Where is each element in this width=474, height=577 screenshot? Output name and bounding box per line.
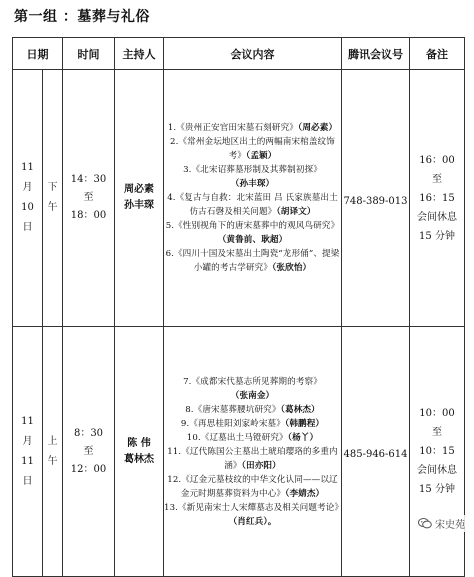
agenda-title: 11.《辽代陈国公主墓出土琥珀璎珞的多重内涵》 [167, 446, 338, 471]
agenda-speaker: （韩鹏程） [284, 418, 325, 429]
agenda-item [164, 417, 341, 431]
header-notes: 备注 [410, 38, 465, 70]
header-host: 主持人 [115, 38, 164, 70]
content-cell [164, 327, 342, 577]
note-line: 会间休息 [417, 211, 457, 223]
time-line: 12：00 [70, 463, 107, 475]
host-name: 陈 伟 [127, 437, 151, 449]
agenda-item [164, 163, 341, 191]
agenda-item [164, 403, 341, 417]
date-char: 月 [22, 435, 33, 447]
note-line: 至 [432, 173, 442, 185]
date-char: 10 [21, 202, 34, 213]
period-cell [43, 70, 63, 327]
header-tencent: 腾讯会议号 [342, 38, 410, 70]
agenda-title: 13.《新见南宋士人宋燀墓志及相关问题考论》 [164, 502, 344, 513]
session-row [13, 327, 465, 577]
agenda-item [164, 219, 341, 247]
time-line: 至 [83, 192, 94, 203]
date-char: 日 [22, 475, 33, 487]
time-cell [63, 70, 115, 327]
agenda-item [164, 473, 341, 501]
host-name: 周必素 [124, 184, 154, 195]
section-heading: 第一组 ：墓葬与礼俗 [14, 9, 150, 25]
agenda-title: 5.《性别视角下的唐宋墓葬中的观风鸟研究》 [165, 221, 340, 231]
time-line: 至 [83, 445, 94, 457]
agenda-item [164, 445, 341, 473]
session-row [13, 70, 465, 327]
agenda-speaker: （张欣怡） [272, 263, 312, 273]
content-cell [164, 70, 342, 327]
agenda-title: 6.《四川十国及宋墓出土陶瓷“龙形俑”、提梁小罐的考古学研究》 [165, 249, 340, 273]
agenda-title: 10.《辽墓出土马镫研究》 [186, 432, 288, 443]
agenda-title: 4.《复古与自救：北宋蓝田 吕 氏家族墓出土仿古石磬及相关问题》 [167, 193, 338, 217]
host-name: 葛林杰 [124, 453, 154, 465]
note-line: 10：00 [419, 408, 455, 419]
schedule-table [12, 37, 465, 577]
period-text: 下 午 [47, 182, 58, 213]
note-line: 10：15 [419, 446, 455, 457]
agenda-speaker: （杨丫） [287, 432, 319, 443]
agenda-item [164, 121, 341, 135]
time-line: 18：00 [70, 210, 107, 221]
agenda-speaker: （肖红兵）。 [228, 516, 277, 527]
date-cell [13, 327, 43, 577]
agenda-item [164, 247, 341, 275]
host-cell [115, 327, 164, 577]
agenda-item [164, 501, 344, 529]
notes-cell [410, 327, 465, 577]
agenda-item [164, 375, 341, 403]
date-char: 11 [21, 455, 34, 467]
agenda-speaker: （胡译文） [276, 207, 316, 217]
meeting-id: 485-946-614 [343, 449, 408, 460]
agenda-title: 2.《常州金坛地区出土的两幅南宋棺盖纹饰考》 [170, 137, 335, 161]
date-char: 日 [22, 222, 33, 233]
agenda-speaker: （孙丰琛） [230, 179, 275, 189]
watermark-text: 宋史苑 [435, 520, 465, 531]
note-line: 15 分钟 [419, 484, 455, 495]
watermark [415, 515, 468, 532]
agenda-speaker: （周必素） [297, 123, 338, 133]
note-line: 16：00 [419, 154, 455, 166]
wechat-icon [418, 518, 432, 529]
header-time: 时间 [63, 38, 115, 70]
agenda-speaker: （葛林杰） [280, 404, 320, 415]
agenda-item [164, 191, 341, 219]
date-char: 11 [21, 415, 34, 427]
host-cell [115, 70, 164, 327]
date-char: 月 [22, 182, 33, 193]
tencent-cell [342, 327, 410, 577]
agenda-item [164, 135, 341, 163]
notes-cell [410, 70, 465, 327]
host-name: 孙丰琛 [124, 200, 154, 211]
period-text: 上 午 [47, 435, 58, 467]
time-line: 8：30 [73, 427, 104, 439]
agenda-speaker: （李婧杰） [285, 488, 325, 499]
header-date: 日期 [13, 38, 63, 70]
tencent-cell [342, 70, 410, 327]
note-line: 16：15 [419, 192, 455, 204]
date-cell [13, 70, 43, 327]
agenda-item [164, 431, 341, 445]
meeting-id: 748-389-013 [343, 195, 408, 207]
agenda-title: 8.《唐宋墓葬腰坑研究》 [185, 404, 281, 415]
time-cell [63, 327, 115, 577]
agenda-speaker: （张南金） [230, 390, 275, 401]
note-line: 会间休息 [417, 465, 457, 476]
header-content: 会议内容 [164, 38, 342, 70]
period-cell [43, 327, 63, 577]
agenda-speaker: （孟颖） [245, 151, 277, 161]
agenda-title: 1.《贵州正安官田宋墓石刻研究》 [167, 123, 298, 133]
header-row [13, 38, 465, 70]
agenda-title: 3.《北宋诏葬墓形制及其葬制初探》 [183, 165, 322, 175]
date-char: 11 [21, 162, 34, 173]
agenda-speaker: （田亦阳） [241, 460, 281, 471]
agenda-speaker: （黄鲁前、耿超） [217, 235, 288, 245]
time-line: 14：30 [70, 174, 107, 185]
note-line: 至 [432, 427, 442, 438]
agenda-title: 9.《再思桂阳刘家岭宋墓》 [180, 418, 285, 429]
agenda-title: 12.《辽金元墓枝纹的中华文化认同——以辽金元时期墓葬资料为中心》 [167, 474, 338, 499]
note-line: 15 分钟 [419, 230, 455, 242]
agenda-title: 7.《成都宋代墓志所见葬期的考察》 [183, 376, 322, 387]
